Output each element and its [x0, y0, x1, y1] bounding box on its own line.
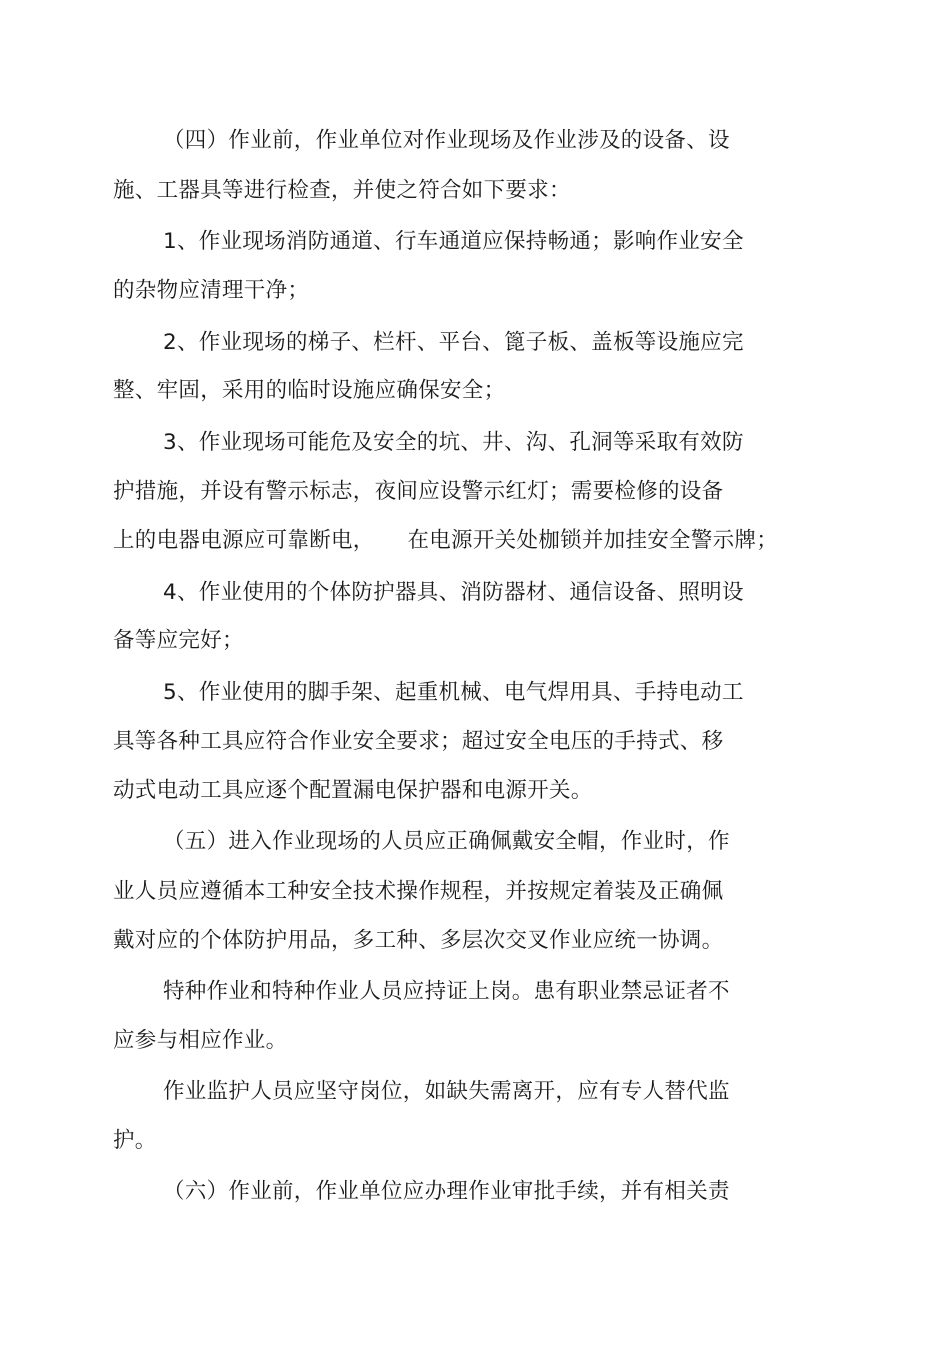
text-line: 特种作业和特种作业人员应持证上岗。患有职业禁忌证者不: [163, 979, 730, 1004]
text-line: 戴对应的个体防护用品，多工种、多层次交叉作业应统一协调。: [113, 928, 724, 953]
text-line: 施、工器具等进行检查，并使之符合如下要求：: [113, 178, 571, 203]
text-line: 4、作业使用的个体防护器具、消防器材、通信设备、照明设: [163, 580, 744, 605]
text-line: 3、作业现场可能危及安全的坑、井、沟、孔洞等采取有效防: [163, 430, 744, 455]
text-line: 业人员应遵循本工种安全技术操作规程，并按规定着装及正确佩: [113, 879, 724, 904]
text-line: 上的电器电源应可靠断电， 在电源开关处枷锁并加挂安全警示牌；: [113, 528, 779, 553]
text-line: 动式电动工具应逐个配置漏电保护器和电源开关。: [113, 778, 593, 803]
text-line: 护措施，并设有警示标志，夜间应设警示红灯；需要检修的设备: [113, 479, 724, 504]
text-line: （四）作业前，作业单位对作业现场及作业涉及的设备、设: [163, 128, 730, 153]
text-line: 具等各种工具应符合作业安全要求；超过安全电压的手持式、移: [113, 729, 724, 754]
text-line: 1、作业现场消防通道、行车通道应保持畅通；影响作业安全: [163, 229, 744, 254]
text-line: 护。: [113, 1128, 157, 1153]
text-line: 整、牢固，采用的临时设施应确保安全；: [113, 378, 506, 403]
text-line: 备等应完好；: [113, 628, 244, 653]
text-line: （五）进入作业现场的人员应正确佩戴安全帽，作业时，作: [163, 829, 730, 854]
text-line: 作业监护人员应坚守岗位，如缺失需离开，应有专人替代监: [163, 1079, 730, 1104]
text-line: 2、作业现场的梯子、栏杆、平台、篦子板、盖板等设施应完: [163, 330, 744, 355]
text-line: （六）作业前，作业单位应办理作业审批手续，并有相关责: [163, 1179, 730, 1204]
text-line: 的杂物应清理干净；: [113, 278, 310, 303]
text-line: 应参与相应作业。: [113, 1028, 288, 1053]
text-line: 5、作业使用的脚手架、起重机械、电气焊用具、手持电动工: [163, 680, 744, 705]
